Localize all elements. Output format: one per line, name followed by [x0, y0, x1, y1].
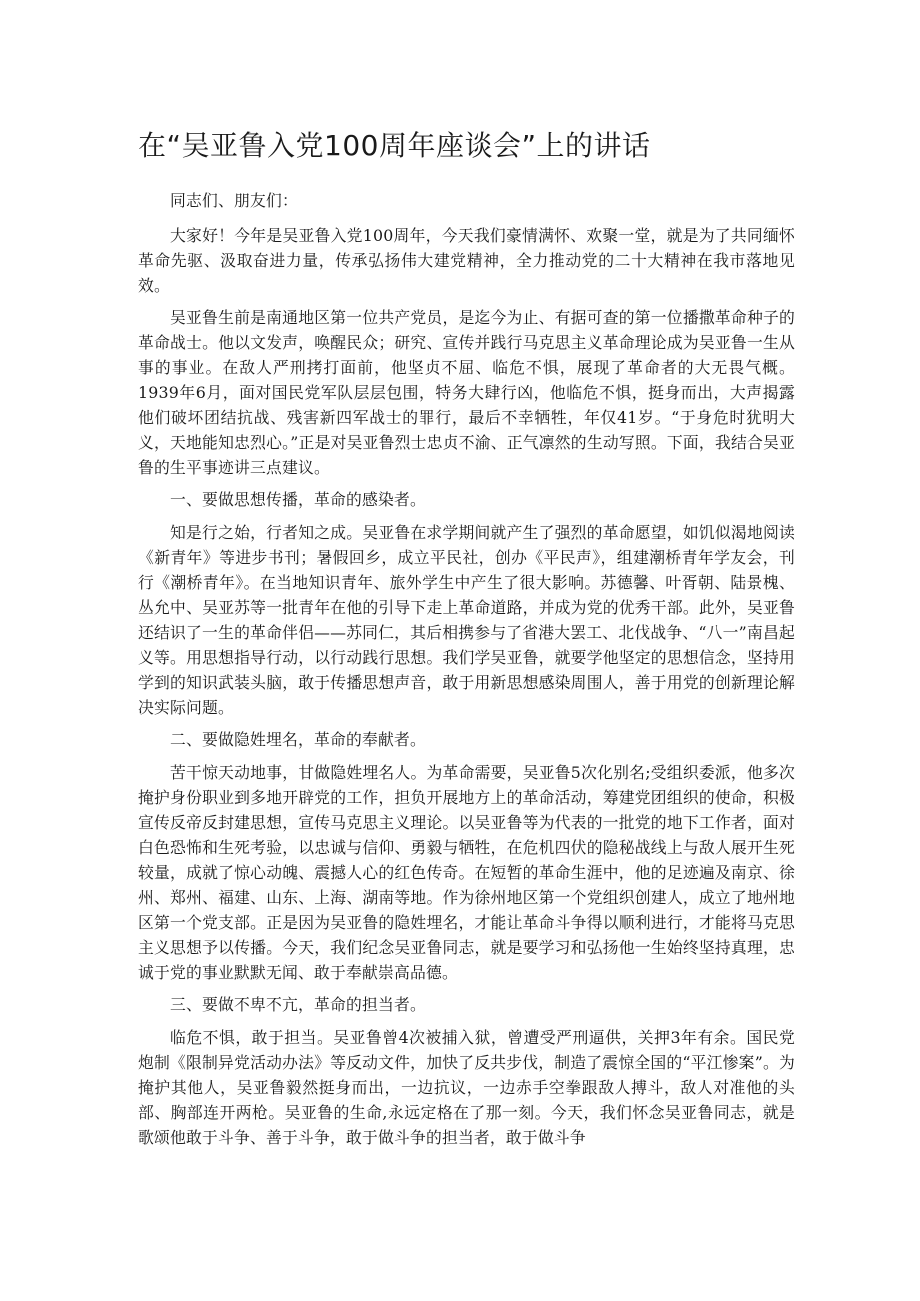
- section-heading-3: 三、要做不卑不亢，革命的担当者。: [170, 995, 426, 1014]
- salutation: 同志们、朋友们：: [170, 191, 298, 210]
- paragraph-section-1: 知是行之始，行者知之成。吴亚鲁在求学期间就产生了强烈的革命愿望，如饥似渴地阅读《新青年》等进步书刊；暑假回乡，成立平民社，创办《平民声》，组建潮桥青年学友会，刊行《潮桥青年》。在当地知识青年、旅外学生中产生了很大影响。苏德馨、叶胥朝、陆景槐、丛允中、吴亚苏等一批青年在他的引导下走上革命道路，并成为党的优秀干部。此外，吴亚鲁还结识了一生的革命伴侣——苏同仁，其后相携参与了省港大罢工、北伐战争、“八一”南昌起义等。用思想指导行动，以行动践行思想。我们学吴亚鲁，就要学他坚定的思想信念，坚持用学到的知识武装头脑，敢于传播思想声音，敢于用新思想感染周围人，善于用党的创新理论解决实际问题。: [138, 523, 795, 717]
- section-heading-1: 一、要做思想传播，革命的感染者。: [170, 490, 426, 509]
- paragraph-opening: 大家好！今年是吴亚鲁入党100周年，今天我们豪情满怀、欢聚一堂，就是为了共同缅怀革命先驱、汲取奋进力量，传承弘扬伟大建党精神，全力推动党的二十大精神在我市落地见效。: [138, 226, 795, 295]
- paragraph-section-3: 临危不惧，敢于担当。吴亚鲁曾4次被捕入狱，曾遭受严刑逼供，关押3年有余。国民党炮制《限制异党活动办法》等反动文件，加快了反共步伐，制造了震惊全国的“平江惨案”。为掩护其他人，吴亚鲁毅然挺身而出，一边抗议，一边赤手空拳跟敌人搏斗，敌人对准他的头部、胸部连开两枪。吴亚鲁的生命,永远定格在了那一刻。今天，我们怀念吴亚鲁同志，就是歌颂他敢于斗争、善于斗争，敢于做斗争的担当者，敢于做斗争: [138, 1028, 795, 1147]
- paragraph-biography: 吴亚鲁生前是南通地区第一位共产党员，是迄今为止、有据可查的第一位播撒革命种子的革命战士。他以文发声，唤醒民众；研究、宣传并践行马克思主义革命理论成为吴亚鲁一生从事的事业。在敌人严刑拷打面前，他坚贞不屈、临危不惧，展现了革命者的大无畏气概。1939年6月，面对国民党军队层层包围，特务大肆行凶，他临危不惧，挺身而出，大声揭露他们破坏团结抗战、残害新四军战士的罪行，最后不幸牺牲，年仅41岁。“于身危时犹明大义，天地能知忠烈心。”正是对吴亚鲁烈士忠贞不渝、正气凛然的生动写照。下面，我结合吴亚鲁的生平事迹讲三点建议。: [138, 308, 795, 477]
- document-page: [138, 124, 795, 1157]
- paragraph-section-2: 苦干惊天动地事，甘做隐姓埋名人。为革命需要，吴亚鲁5次化别名;受组织委派，他多次掩护身份职业到多地开辟党的工作，担负开展地方上的革命活动，筹建党团组织的使命，积极宣传反帝反封建思想，宣传马克思主义理论。以吴亚鲁等为代表的一批党的地下工作者，面对白色恐怖和生死考验，以忠诚与信仰、勇毅与牺牲，在危机四伏的隐秘战线上与敌人展开生死较量，成就了惊心动魄、震撼人心的红色传奇。在短暂的革命生涯中，他的足迹遍及南京、徐州、郑州、福建、山东、上海、湖南等地。作为徐州地区第一个党组织创建人，成立了地州地区第一个党支部。正是因为吴亚鲁的隐姓埋名，才能让革命斗争得以顺利进行，才能将马克思主义思想予以传播。今天，我们纪念吴亚鲁同志，就是要学习和弘扬他一生始终坚持真理，忠诚于党的事业默默无闻、敢于奉献崇高品德。: [138, 763, 795, 982]
- document-title: 在“吴亚鲁入党100周年座谈会”上的讲话: [138, 129, 651, 162]
- section-heading-2: 二、要做隐姓埋名，革命的奉献者。: [170, 730, 426, 749]
